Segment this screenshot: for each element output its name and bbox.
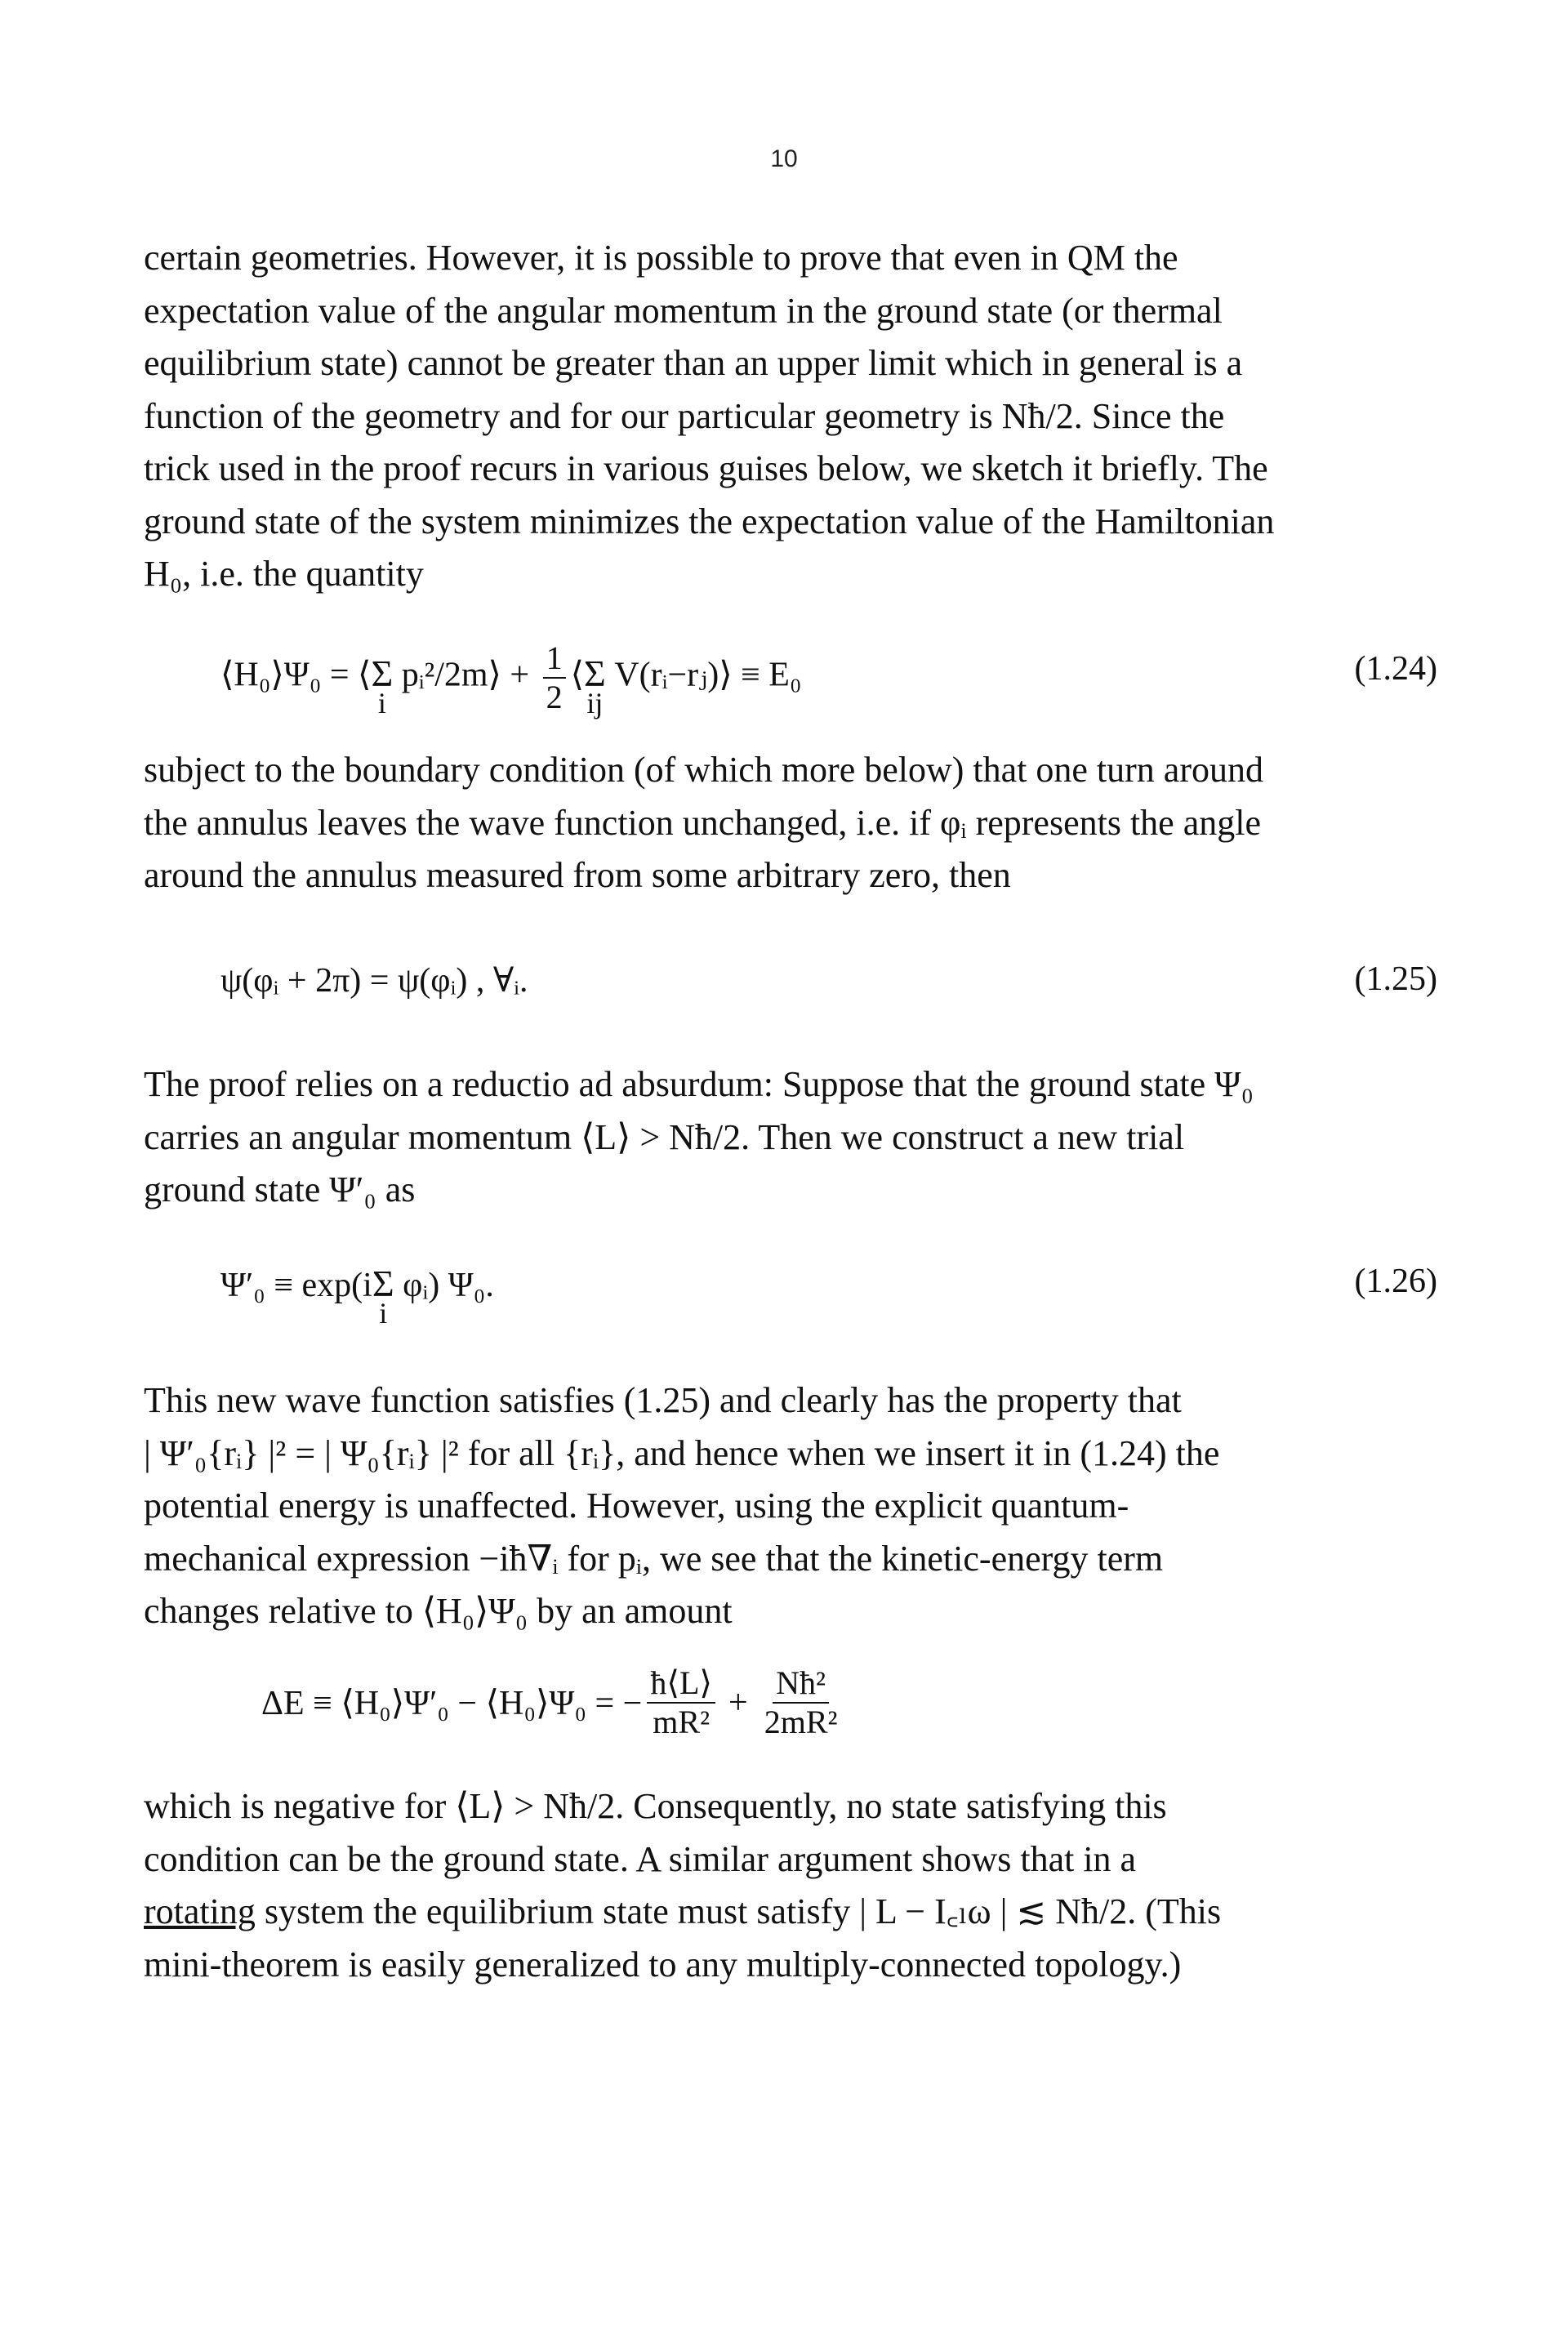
equation-number: (1.26)	[1354, 1263, 1437, 1300]
text-line: subject to the boundary condition (of which more below) that one turn around	[144, 750, 1263, 790]
text-line: changes relative to ⟨H₀⟩Ψ₀ by an amount	[144, 1591, 733, 1631]
kinetic-term: pᵢ²/2m⟩ +	[401, 656, 530, 694]
fraction-denominator: 2mR²	[764, 1704, 838, 1740]
paragraph-5	[144, 1780, 1442, 1991]
line-rest: system the equilibrium state must satisfy | L − I꜀ₗω | ≲ Nħ/2. (This	[255, 1891, 1222, 1931]
text-line: carries an angular momentum ⟨L⟩ > Nħ/2. Then we construct a new trial	[144, 1116, 1185, 1157]
text-line: H₀, i.e. the quantity	[144, 554, 424, 594]
text-line: equilibrium state) cannot be greater than an upper limit which in general is a	[144, 343, 1243, 383]
equation-body	[261, 1658, 846, 1748]
text-line: ground state of the system minimizes the expectation value of the Hamiltonian	[144, 501, 1275, 541]
sum-symbol	[584, 652, 606, 719]
text-line: the annulus leaves the wave function unchanged, i.e. if φᵢ represents the angle	[144, 802, 1261, 843]
bracket-open: ⟨	[570, 656, 584, 694]
text-line: | Ψ′₀{rᵢ} |² = | Ψ₀{rᵢ} |² for all {rᵢ}, and hence when we insert it in (1.24) the	[144, 1432, 1220, 1473]
paragraph-1	[144, 232, 1442, 601]
equation-rhs: φᵢ) Ψ₀.	[403, 1267, 494, 1304]
equation-delta-e	[261, 1658, 1478, 1756]
text-line: around the annulus measured from some arbitrary zero, then	[144, 855, 1011, 895]
equation-lhs: ⟨H₀⟩Ψ₀ = ⟨	[220, 656, 372, 694]
text-line: mini-theorem is easily generalized to any multiply-connected topology.)	[144, 1944, 1182, 1984]
text-line: which is negative for ⟨L⟩ > Nħ/2. Consequently, no state satisfying this	[144, 1786, 1167, 1826]
equation-number: (1.24)	[1354, 650, 1437, 688]
sum-symbol	[372, 1262, 394, 1330]
text-line	[144, 1886, 1442, 1939]
paragraph-3	[144, 1058, 1442, 1217]
fraction-denominator: 2	[546, 679, 563, 715]
text-line: potential energy is unaffected. However, using the explicit quantum-	[144, 1486, 1129, 1526]
text-line: trick used in the proof recurs in various guises below, we sketch it briefly. The	[144, 448, 1268, 488]
potential-term: V(rᵢ−rⱼ)⟩ ≡ E₀	[614, 656, 802, 694]
fraction-numerator: ħ⟨L⟩	[647, 1666, 715, 1704]
sum-glyph: Σ	[372, 1263, 394, 1304]
emphasized-word: rotating	[144, 1891, 256, 1931]
page-number: 10	[770, 145, 798, 172]
sum-symbol	[371, 652, 394, 719]
text-line: This new wave function satisfies (1.25) and clearly has the property that	[144, 1380, 1182, 1420]
fraction-term-1	[647, 1666, 715, 1740]
text-line: ground state Ψ′₀ as	[144, 1169, 416, 1209]
sum-index: i	[379, 1297, 388, 1330]
fraction-denominator: mR²	[653, 1704, 710, 1740]
sum-glyph: Σ	[584, 652, 606, 694]
equation-1-24	[220, 641, 1437, 747]
plus-sign: +	[728, 1684, 748, 1722]
equation-lhs: ΔE ≡ ⟨H₀⟩Ψ′₀ − ⟨H₀⟩Ψ₀ = −	[261, 1685, 643, 1722]
fraction-term-2	[761, 1666, 841, 1740]
text-line: condition can be the ground state. A similar argument shows that in a	[144, 1838, 1137, 1879]
equation-body	[220, 1262, 494, 1330]
equation-number: (1.25)	[1354, 960, 1437, 998]
equation-body	[220, 639, 802, 719]
sum-index: ij	[586, 686, 604, 719]
paragraph-4	[144, 1374, 1442, 1638]
paragraph-2	[144, 744, 1442, 902]
fraction-numerator: 1	[543, 641, 566, 679]
equation-1-25	[220, 960, 1437, 1017]
text-line: expectation value of the angular momentum in the ground state (or thermal	[144, 290, 1223, 331]
text-line: The proof relies on a reductio ad absurdum: Suppose that the ground state Ψ₀	[144, 1064, 1254, 1104]
text-line: mechanical expression −iħ∇ᵢ for pᵢ, we see that the kinetic-energy term	[144, 1538, 1164, 1579]
sum-glyph: Σ	[371, 652, 394, 694]
text-line: certain geometries. However, it is possible to prove that even in QM the	[144, 238, 1178, 278]
sum-index: i	[377, 686, 386, 719]
equation-lhs: Ψ′₀ ≡ exp(i	[220, 1267, 372, 1304]
text-line: function of the geometry and for our particular geometry is Nħ/2. Since the	[144, 395, 1225, 436]
half-fraction	[543, 641, 566, 715]
equation-body: ψ(φᵢ + 2π) = ψ(φᵢ) , ∀ᵢ.	[220, 962, 528, 1000]
equation-1-26	[220, 1262, 1437, 1352]
fraction-numerator: Nħ²	[773, 1666, 829, 1704]
